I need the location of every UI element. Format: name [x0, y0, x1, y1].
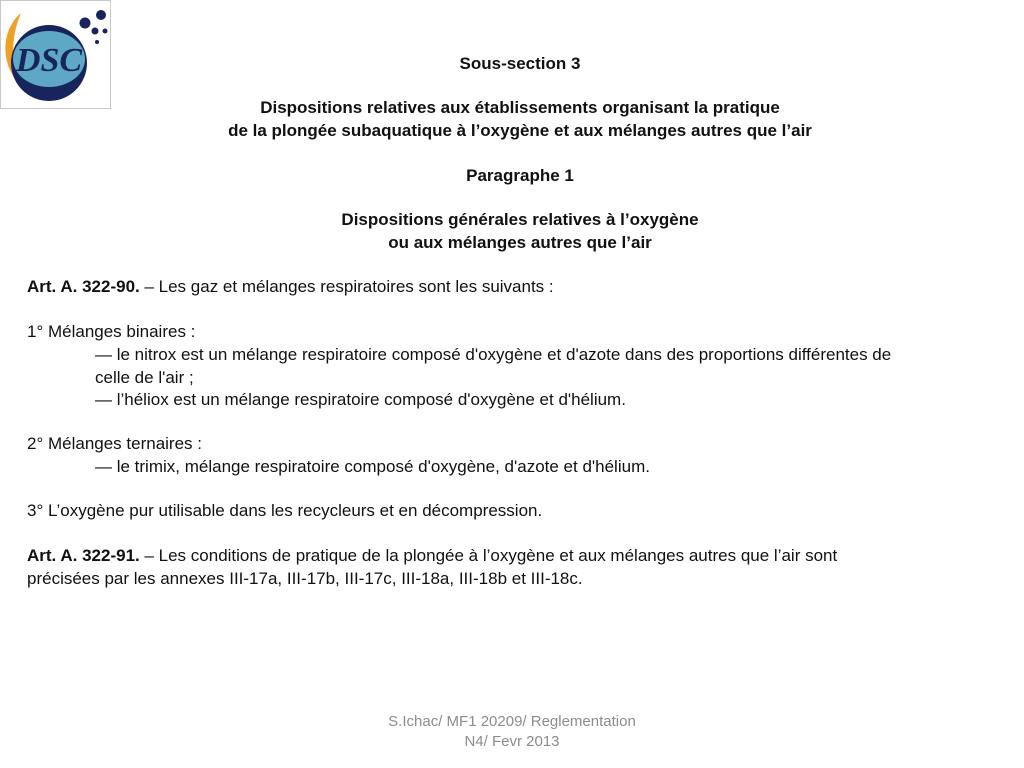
- article-ref: Art. A. 322-91.: [27, 546, 140, 565]
- footer-line-1: S.Ichac/ MF1 20209/ Reglementation: [388, 713, 636, 730]
- article-a-322-91: [27, 544, 837, 567]
- article-ref: Art. A. 322-90.: [27, 277, 140, 296]
- paragraph-title-line-2: ou aux mélanges autres que l’air: [388, 233, 652, 252]
- list-item-1-heliox: — l’héliox est un mélange respiratoire composé d'oxygène et d'hélium.: [95, 390, 626, 409]
- list-item-1-title: 1° Mélanges binaires :: [27, 322, 196, 341]
- list-item-2-trimix: — le trimix, mélange respiratoire composé d'oxygène, d'azote et d'hélium.: [95, 457, 650, 476]
- article-a-322-90: [27, 275, 554, 298]
- section-title-line-2: de la plongée subaquatique à l’oxygène et aux mélanges autres que l’air: [228, 121, 812, 140]
- article-a-322-91-continued: précisées par les annexes III-17a, III-17b, III-17c, III-18a, III-18b et III-18c.: [27, 569, 583, 588]
- list-item-1-nitrox-continued: celle de l'air ;: [95, 368, 194, 387]
- article-text: – Les gaz et mélanges respiratoires sont les suivants :: [139, 277, 554, 296]
- list-item-1-nitrox: — le nitrox est un mélange respiratoire composé d'oxygène et d'azote dans des proportions différentes de: [95, 345, 892, 364]
- section-title-line-1: Dispositions relatives aux établissements organisant la pratique: [260, 98, 780, 117]
- article-text: – Les conditions de pratique de la plongée à l’oxygène et aux mélanges autres que l’air sont: [139, 546, 838, 565]
- section-heading: Sous-section 3: [459, 54, 581, 73]
- logo-text: DSC: [15, 42, 83, 79]
- paragraph-title-line-1: Dispositions générales relatives à l’oxygène: [341, 210, 699, 229]
- footer-line-2: N4/ Fevr 2013: [464, 733, 560, 750]
- paragraph-heading: Paragraphe 1: [466, 166, 574, 185]
- list-item-2-title: 2° Mélanges ternaires :: [27, 434, 202, 453]
- list-item-3: 3° L’oxygène pur utilisable dans les recycleurs et en décompression.: [27, 501, 543, 520]
